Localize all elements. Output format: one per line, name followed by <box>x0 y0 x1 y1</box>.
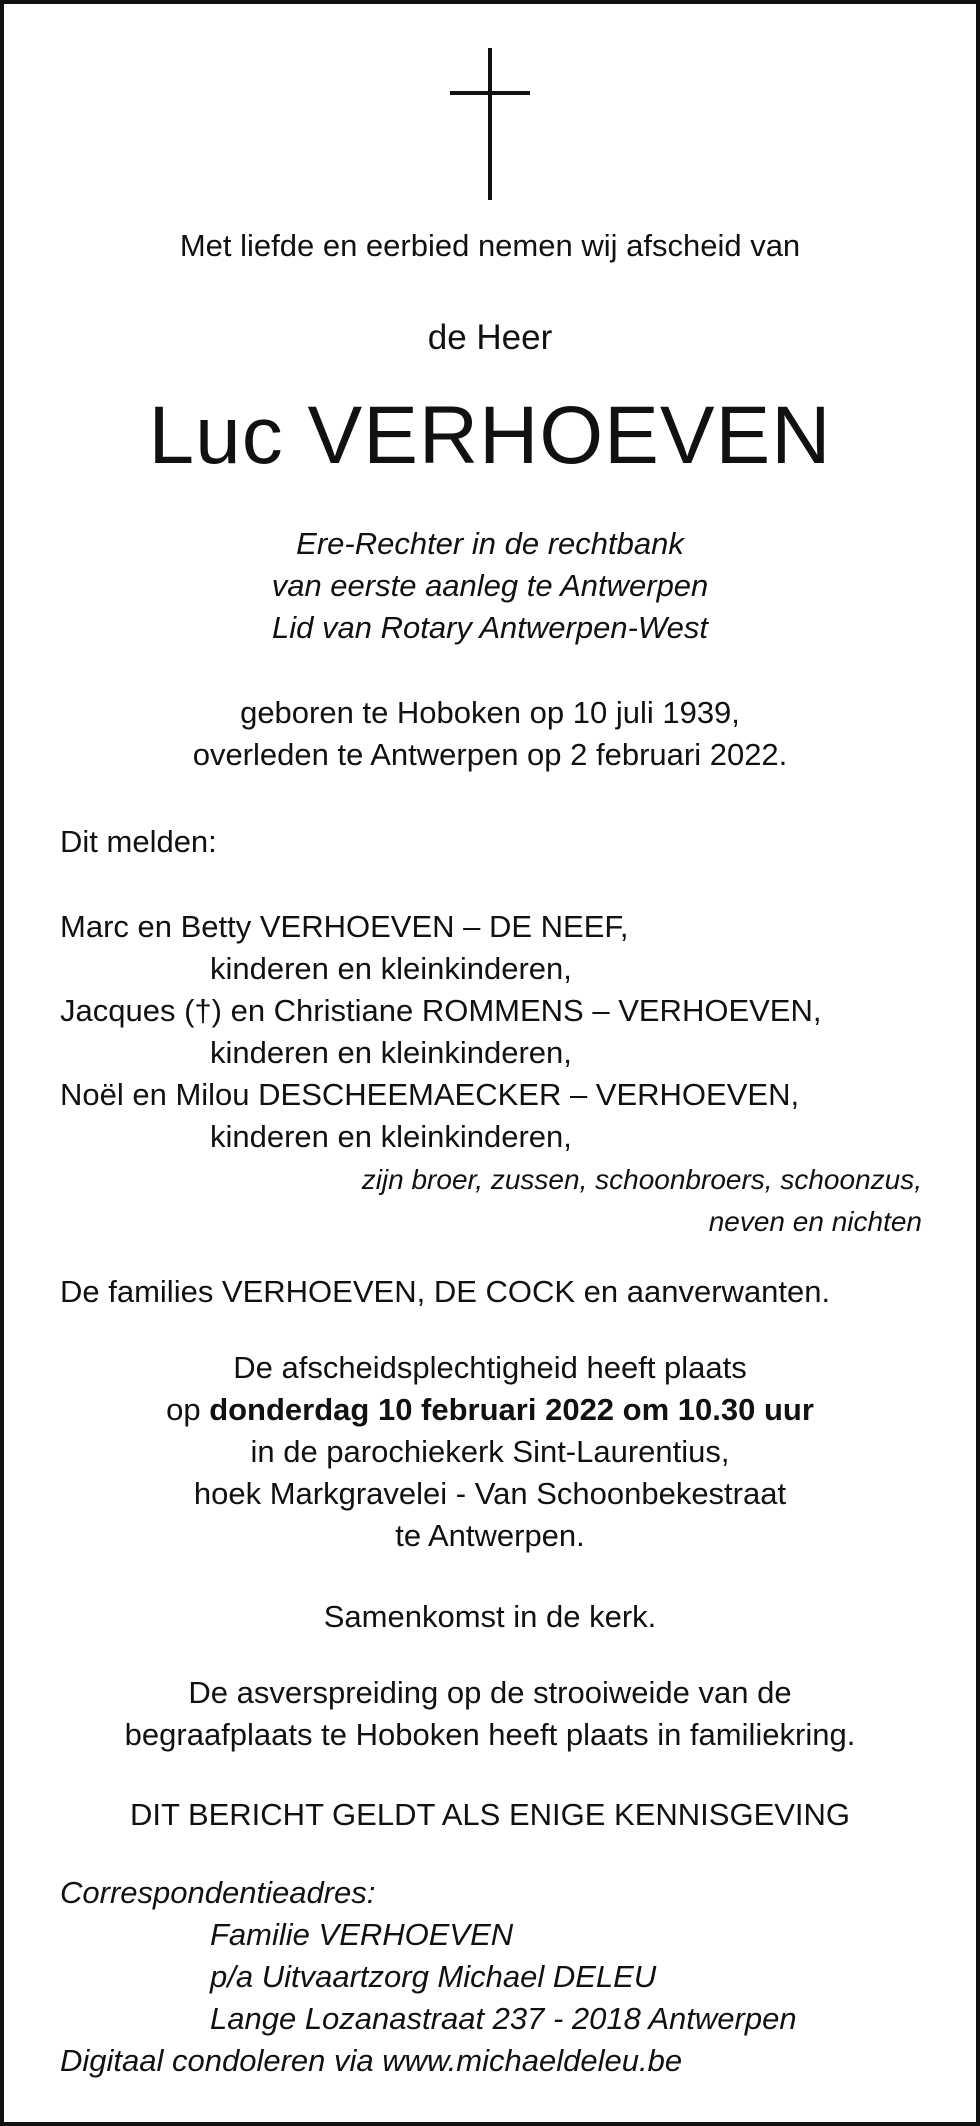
ceremony-line-1: De afscheidsplechtigheid heeft plaats <box>233 1350 747 1385</box>
siblings-line-1: zijn broer, zussen, schoonbroers, schoonzus, <box>361 1164 922 1195</box>
family-name-1: Marc en Betty VERHOEVEN – DE NEEF, <box>60 909 629 944</box>
family-sub-3: kinderen en kleinkinderen, <box>210 1119 572 1154</box>
function-line-3: Lid van Rotary Antwerpen-West <box>272 610 708 645</box>
intro-text: Met liefde en eerbied nemen wij afscheid van <box>179 228 801 263</box>
siblings-line-2: neven en nichten <box>708 1206 922 1237</box>
family-name-3: Noël en Milou DESCHEEMAECKER – VERHOEVEN, <box>60 1077 800 1112</box>
death-line: overleden te Antwerpen op 2 februari 2022. <box>192 737 788 772</box>
cross-icon <box>450 48 530 200</box>
correspondence-label: Correspondentieadres: <box>60 1875 376 1910</box>
correspondence-line-2: p/a Uitvaartzorg Michael DELEU <box>210 1959 657 1994</box>
scattering-line-1: De asverspreiding op de strooiweide van de <box>188 1675 792 1710</box>
notice-line: DIT BERICHT GELDT ALS ENIGE KENNISGEVING <box>129 1797 851 1832</box>
family-sub-1: kinderen en kleinkinderen, <box>210 951 572 986</box>
family-name-2: Jacques (†) en Christiane ROMMENS – VERHOEVEN, <box>60 993 822 1028</box>
scattering-line-2: begraafplaats te Hoboken heeft plaats in familiekring. <box>124 1717 856 1752</box>
ceremony-prefix: op <box>166 1392 210 1427</box>
deceased-name: Luc VERHOEVEN <box>148 390 832 481</box>
function-line-1: Ere-Rechter in de rechtbank <box>296 526 684 561</box>
ceremony-line-2 <box>0 1390 980 1430</box>
ceremony-datetime: donderdag 10 februari 2022 om 10.30 uur <box>209 1392 814 1427</box>
function-line-2: van eerste aanleg te Antwerpen <box>271 568 709 603</box>
correspondence-line-3: Lange Lozanastraat 237 - 2018 Antwerpen <box>210 2001 797 2036</box>
birth-line: geboren te Hoboken op 10 juli 1939, <box>240 695 740 730</box>
gathering-line: Samenkomst in de kerk. <box>323 1599 657 1634</box>
correspondence-line-1: Familie VERHOEVEN <box>210 1917 514 1952</box>
ceremony-line-3: in de parochiekerk Sint-Laurentius, <box>250 1434 730 1469</box>
family-sub-2: kinderen en kleinkinderen, <box>210 1035 572 1070</box>
announce-label: Dit melden: <box>60 824 217 859</box>
ceremony-line-5: te Antwerpen. <box>395 1518 585 1553</box>
honorific: de Heer <box>427 318 553 357</box>
ceremony-line-4: hoek Markgravelei - Van Schoonbekestraat <box>193 1476 787 1511</box>
families-line: De families VERHOEVEN, DE COCK en aanverwanten. <box>60 1274 831 1309</box>
condolence-line: Digitaal condoleren via www.michaeldeleu.be <box>60 2043 683 2078</box>
